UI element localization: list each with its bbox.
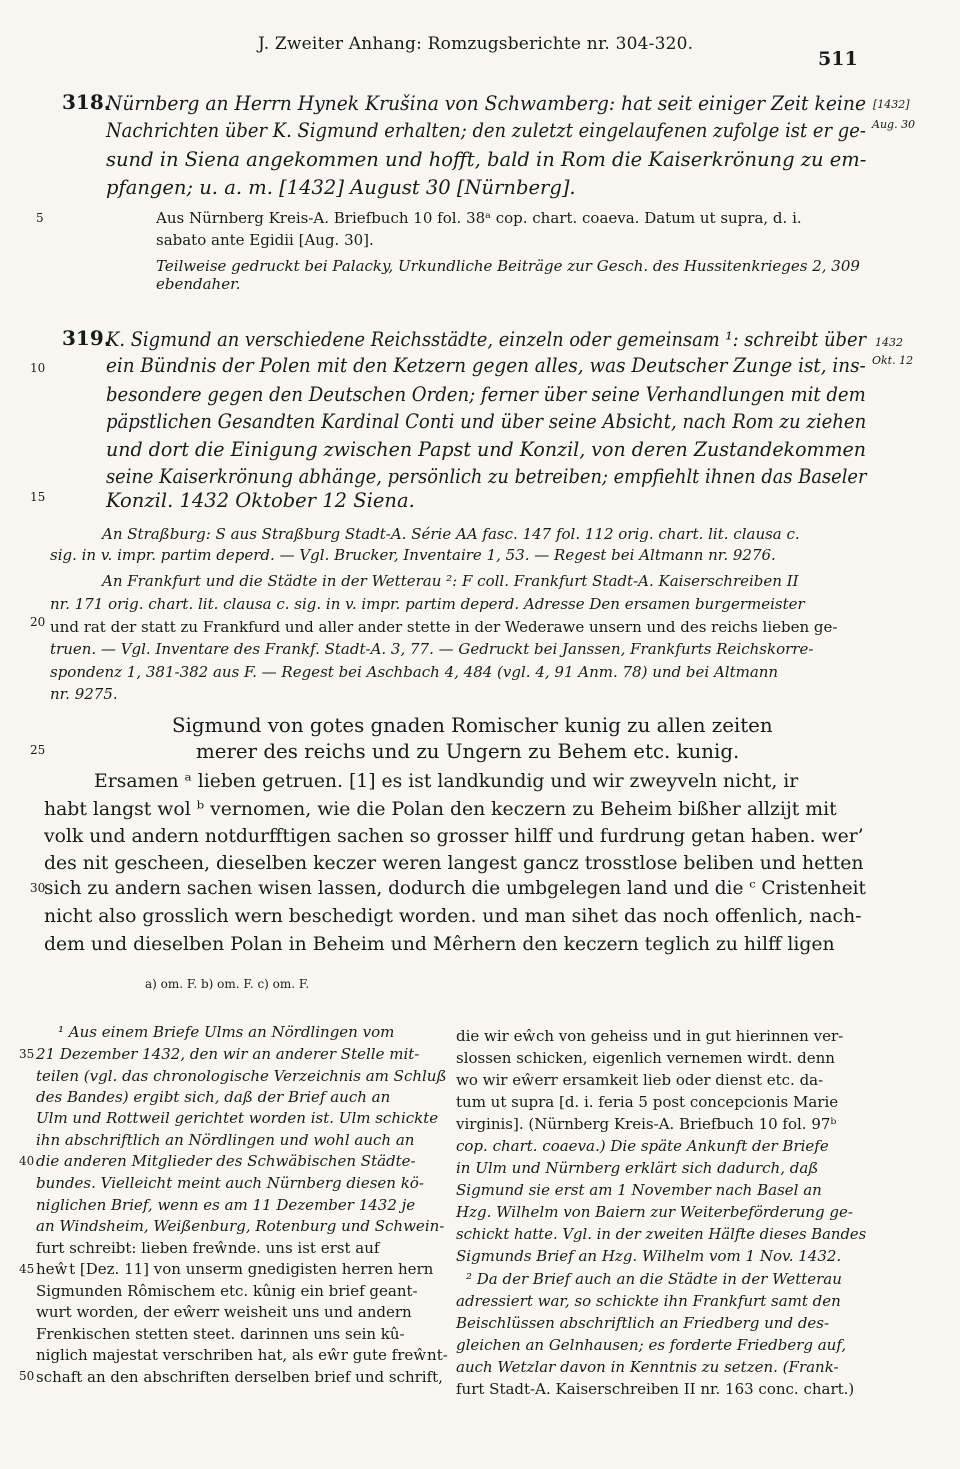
- footnote-line: Sigmund sie erst am 1 November nach Basel an: [456, 1181, 822, 1199]
- intitulatio-line: Sigmund von gotes gnaden Romischer kunig zu allen zeiten: [172, 714, 773, 737]
- line-number: 35: [19, 1047, 35, 1061]
- regest-line: Nürnberg an Herrn Hynek Krušina von Schwamberg: hat seit einiger Zeit keine: [106, 92, 867, 115]
- line-number: 30: [30, 881, 46, 895]
- footnote-line: heŵt [Dez. 11] von unserm gnedigisten herren hern: [36, 1260, 434, 1278]
- margin-date: Okt. 12: [872, 354, 914, 367]
- footnote-line: die anderen Mitglieder des Schwäbischen Städte-: [36, 1152, 416, 1170]
- source-line: nr. 9275.: [50, 685, 118, 703]
- regest-line: sund in Siena angekommen und hofft, bald in Rom die Kaiserkrönung zu em-: [106, 148, 867, 171]
- footnote-line: ihn abschriftlich an Nördlingen und wohl auch an: [36, 1131, 415, 1149]
- regest-line: K. Sigmund an verschiedene Reichsstädte, einzeln oder gemeinsam ¹: schreibt über: [106, 328, 867, 351]
- footnote-line: bundes. Vielleicht meint auch Nürnberg diesen kö-: [36, 1174, 424, 1192]
- line-number: 20: [30, 615, 46, 629]
- source-line: sig. in v. impr. partim deperd. — Vgl. Brucker, Inventaire 1, 53. — Regest bei Altmann nr. 9276.: [50, 546, 776, 564]
- footnote-line: niglichen Brief, wenn es am 11 Dezember 1432 je: [36, 1196, 416, 1214]
- source-line: spondenz 1, 381-382 aus F. — Regest bei Aschbach 4, 484 (vgl. 4, 91 Anm. 78) und bei Altmann: [50, 663, 779, 681]
- textual-notes: a) om. F. b) om. F. c) om. F.: [145, 977, 310, 991]
- regest-line: besondere gegen den Deutschen Orden; ferner über seine Verhandlungen mit dem: [106, 383, 866, 406]
- regest-line: und dort die Einigung zwischen Papst und Konzil, von deren Zustandekommen: [106, 438, 867, 461]
- regest-line: Konzil. 1432 Oktober 12 Siena.: [106, 489, 415, 512]
- footnote-line: des Bandes) ergibt sich, daß der Brief auch an: [36, 1088, 391, 1106]
- footnote-line: furt schreibt: lieben freŵnde. uns ist erst auf: [36, 1239, 380, 1257]
- footnote-line: adressiert war, so schickte ihn Frankfurt samt den: [456, 1292, 841, 1310]
- margin-date: 1432: [875, 336, 903, 349]
- footnote-line: schickt hatte. Vgl. in der zweiten Hälfte dieses Bandes: [456, 1225, 867, 1243]
- footnote-line: schaft an den abschriften derselben brief und schrift,: [36, 1368, 443, 1386]
- footnote-line: ¹ Aus einem Briefe Ulms an Nördlingen vom: [58, 1023, 395, 1041]
- footnote-line: Ulm und Rottweil gerichtet worden ist. Ulm schickte: [36, 1109, 439, 1127]
- entry-number: 318.: [62, 90, 111, 114]
- line-number: 40: [19, 1154, 35, 1168]
- regest-line: Nachrichten über K. Sigmund erhalten; den zuletzt eingelaufenen zufolge ist er ge-: [106, 119, 866, 142]
- footnote-line: gleichen an Gelnhausen; es forderte Friedberg auf,: [456, 1336, 847, 1354]
- source-line: nr. 171 orig. chart. lit. clausa c. sig. in v. impr. partim deperd. Adresse Den ersamen burgermeister: [50, 595, 805, 613]
- source-line: und rat der statt zu Frankfurd und aller ander stette in der Wederawe unsern und des reichs lieben ge-: [50, 618, 838, 636]
- source-line: An Straßburg: S aus Straßburg Stadt-A. Série AA fasc. 147 fol. 112 orig. chart. lit. clausa c.: [102, 525, 800, 543]
- letter-line: des nit gescheen, dieselben keczer weren langest gancz trosstlose beliben und hetten: [44, 853, 864, 874]
- footnote-line: Beischlüssen abschriftlich an Friedberg und des-: [456, 1314, 830, 1332]
- footnote-line: virginis]. (Nürnberg Kreis-A. Briefbuch 10 fol. 97ᵇ: [456, 1115, 837, 1133]
- source-line: Aus Nürnberg Kreis-A. Briefbuch 10 fol. 38ᵃ cop. chart. coaeva. Datum ut supra, d. i.: [156, 209, 802, 227]
- line-number: 45: [19, 1262, 35, 1276]
- letter-line: dem und dieselben Polan in Beheim und Mêrhern den keczern teglich zu hilff ligen: [44, 934, 835, 955]
- source-line: sabato ante Egidii [Aug. 30].: [156, 231, 374, 249]
- footnote-line: wurt worden, der eŵerr weisheit uns und andern: [36, 1303, 412, 1321]
- footnote-line: auch Wetzlar davon in Kenntnis zu setzen. (Frank-: [456, 1358, 839, 1376]
- letter-line: habt langst wol ᵇ vernomen, wie die Polan den keczern zu Beheim bißher allzijt mit: [44, 799, 837, 820]
- line-number: 15: [30, 490, 46, 504]
- footnote-line: die wir eŵch von geheiss und in gut hierinnen ver-: [456, 1027, 844, 1045]
- footnote-line: Sigmunden Rômischem etc. kûnig ein brief geant-: [36, 1282, 418, 1300]
- footnote-line: teilen (vgl. das chronologische Verzeichnis am Schluß: [36, 1067, 447, 1085]
- line-number: 25: [30, 743, 46, 757]
- margin-date: Aug. 30: [872, 118, 916, 131]
- source-line: An Frankfurt und die Städte in der Wetterau ²: F coll. Frankfurt Stadt-A. Kaiserschreiben II: [102, 572, 799, 590]
- footnote-line: Hzg. Wilhelm von Baiern zur Weiterbeförderung ge-: [456, 1203, 853, 1221]
- line-number: 5: [36, 211, 44, 225]
- entry-number: 319.: [62, 326, 111, 350]
- footnote-line: Frenkischen stetten steet. darinnen uns sein kû-: [36, 1325, 405, 1343]
- footnote-line: in Ulm und Nürnberg erklärt sich dadurch, daß: [456, 1159, 819, 1177]
- footnote-line: niglich majestat verschriben hat, als eŵr gute freŵnt-: [36, 1346, 448, 1364]
- letter-line: nicht also grosslich wern beschedigt worden. und man sihet das noch offenlich, nach-: [44, 906, 862, 927]
- regest-line: seine Kaiserkrönung abhänge, persönlich zu betreiben; empfiehlt ihnen das Baseler: [106, 465, 867, 488]
- footnote-line: furt Stadt-A. Kaiserschreiben II nr. 163 conc. chart.): [456, 1380, 855, 1398]
- running-header: J. Zweiter Anhang: Romzugsberichte nr. 304-320.: [258, 34, 694, 54]
- letter-line: Ersamen ᵃ lieben getruen. [1] es ist landkundig und wir zweyveln nicht, ir: [94, 771, 799, 792]
- footnote-line: wo wir eŵerr ersamkeit lieb oder dienst etc. da-: [456, 1071, 824, 1089]
- regest-line: pfangen; u. a. m. [1432] August 30 [Nürnberg].: [106, 176, 576, 199]
- regest-line: ein Bündnis der Polen mit den Ketzern gegen alles, was Deutscher Zunge ist, ins-: [106, 354, 866, 377]
- footnote-line: 21 Dezember 1432, den wir an anderer Stelle mit-: [36, 1045, 420, 1063]
- footnote-line: slossen schicken, eigenlich vernemen wirdt. denn: [456, 1049, 835, 1067]
- letter-line: sich zu andern sachen wisen lassen, dodurch die umbgelegen land und die ᶜ Cristenheit: [44, 878, 866, 899]
- regest-line: päpstlichen Gesandten Kardinal Conti und über seine Absicht, nach Rom zu ziehen: [106, 410, 867, 433]
- page-number: 511: [818, 48, 858, 70]
- footnote-line: Sigmunds Brief an Hzg. Wilhelm vom 1 Nov. 1432.: [456, 1247, 842, 1265]
- footnote-line: cop. chart. coaeva.) Die späte Ankunft der Briefe: [456, 1137, 829, 1155]
- footnote-line: ² Da der Brief auch an die Städte in der Wetterau: [466, 1270, 842, 1288]
- footnote-line: tum ut supra [d. i. feria 5 post concepcionis Marie: [456, 1093, 839, 1111]
- source-line: Teilweise gedruckt bei Palacky, Urkundliche Beiträge zur Gesch. des Hussitenkrieges 2, 309: [156, 257, 860, 275]
- intitulatio-line: merer des reichs und zu Ungern zu Behem etc. kunig.: [196, 740, 740, 763]
- footnote-line: an Windsheim, Weißenburg, Rotenburg und Schwein-: [36, 1217, 445, 1235]
- line-number: 10: [30, 361, 46, 375]
- letter-line: volk und andern notdurfftigen sachen so grosser hilff und furdrung getan haben. wer’: [44, 826, 864, 847]
- line-number: 50: [19, 1369, 35, 1383]
- source-line: truen. — Vgl. Inventare des Frankf. Stadt-A. 3, 77. — Gedruckt bei Janssen, Frankfurts Reichskorre-: [50, 640, 814, 658]
- source-line: ebendaher.: [156, 275, 241, 293]
- margin-date: [1432]: [873, 98, 910, 111]
